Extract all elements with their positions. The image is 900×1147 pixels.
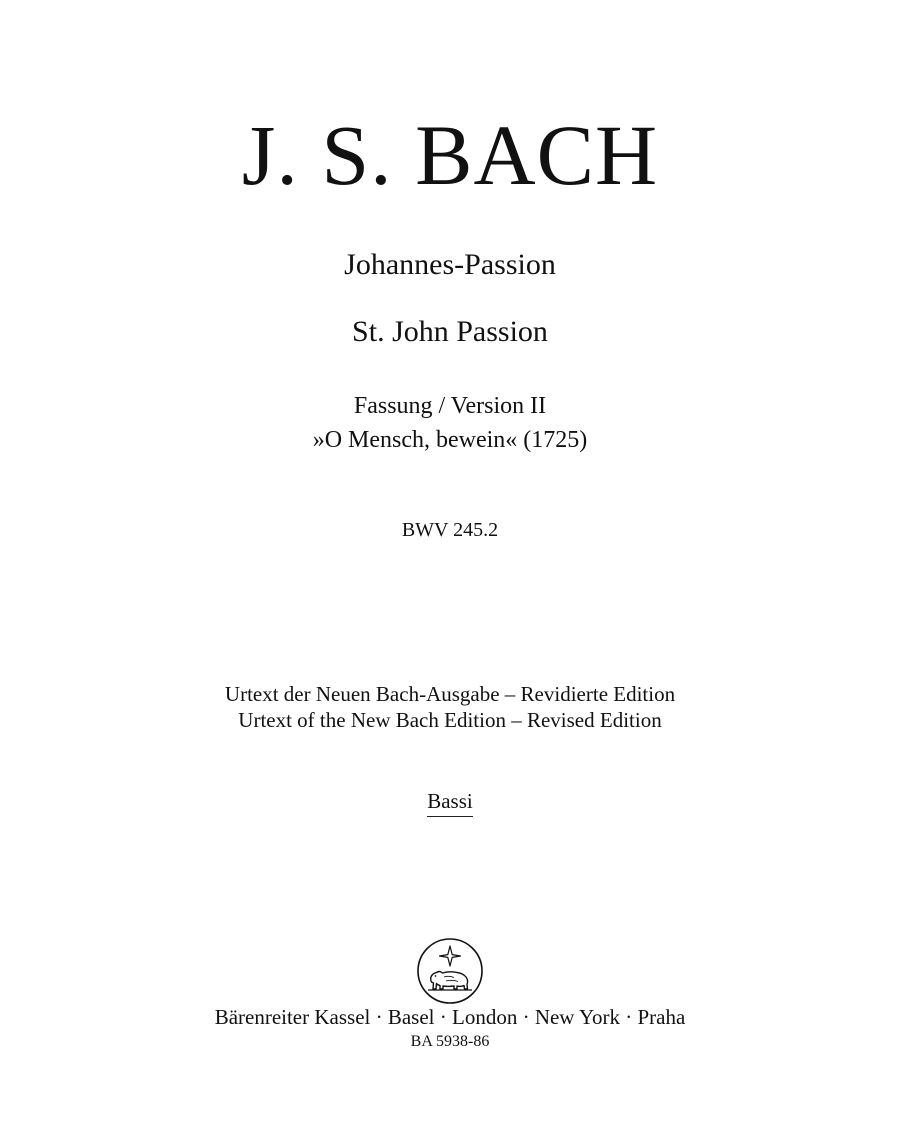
composer-name: J. S. BACH	[241, 107, 659, 203]
part-name: Bassi	[427, 791, 473, 817]
urtext-note-english: Urtext of the New Bach Edition – Revised Edition	[238, 708, 662, 732]
work-title-english: St. John Passion	[352, 315, 548, 348]
baerenreiter-logo-icon	[416, 937, 484, 1005]
publisher-cities: Bärenreiter Kassel · Basel · London · New York · Praha	[214, 1005, 686, 1029]
version-label: Fassung / Version II	[353, 393, 547, 419]
part-designation	[0, 791, 900, 817]
bwv-number: BWV 245.2	[401, 519, 499, 541]
work-title-german: Johannes-Passion	[344, 248, 556, 281]
order-number: BA 5938-86	[410, 1033, 490, 1050]
version-name: »O Mensch, bewein« (1725)	[312, 427, 588, 453]
urtext-note-german: Urtext der Neuen Bach-Ausgabe – Revidierte Edition	[224, 682, 676, 706]
